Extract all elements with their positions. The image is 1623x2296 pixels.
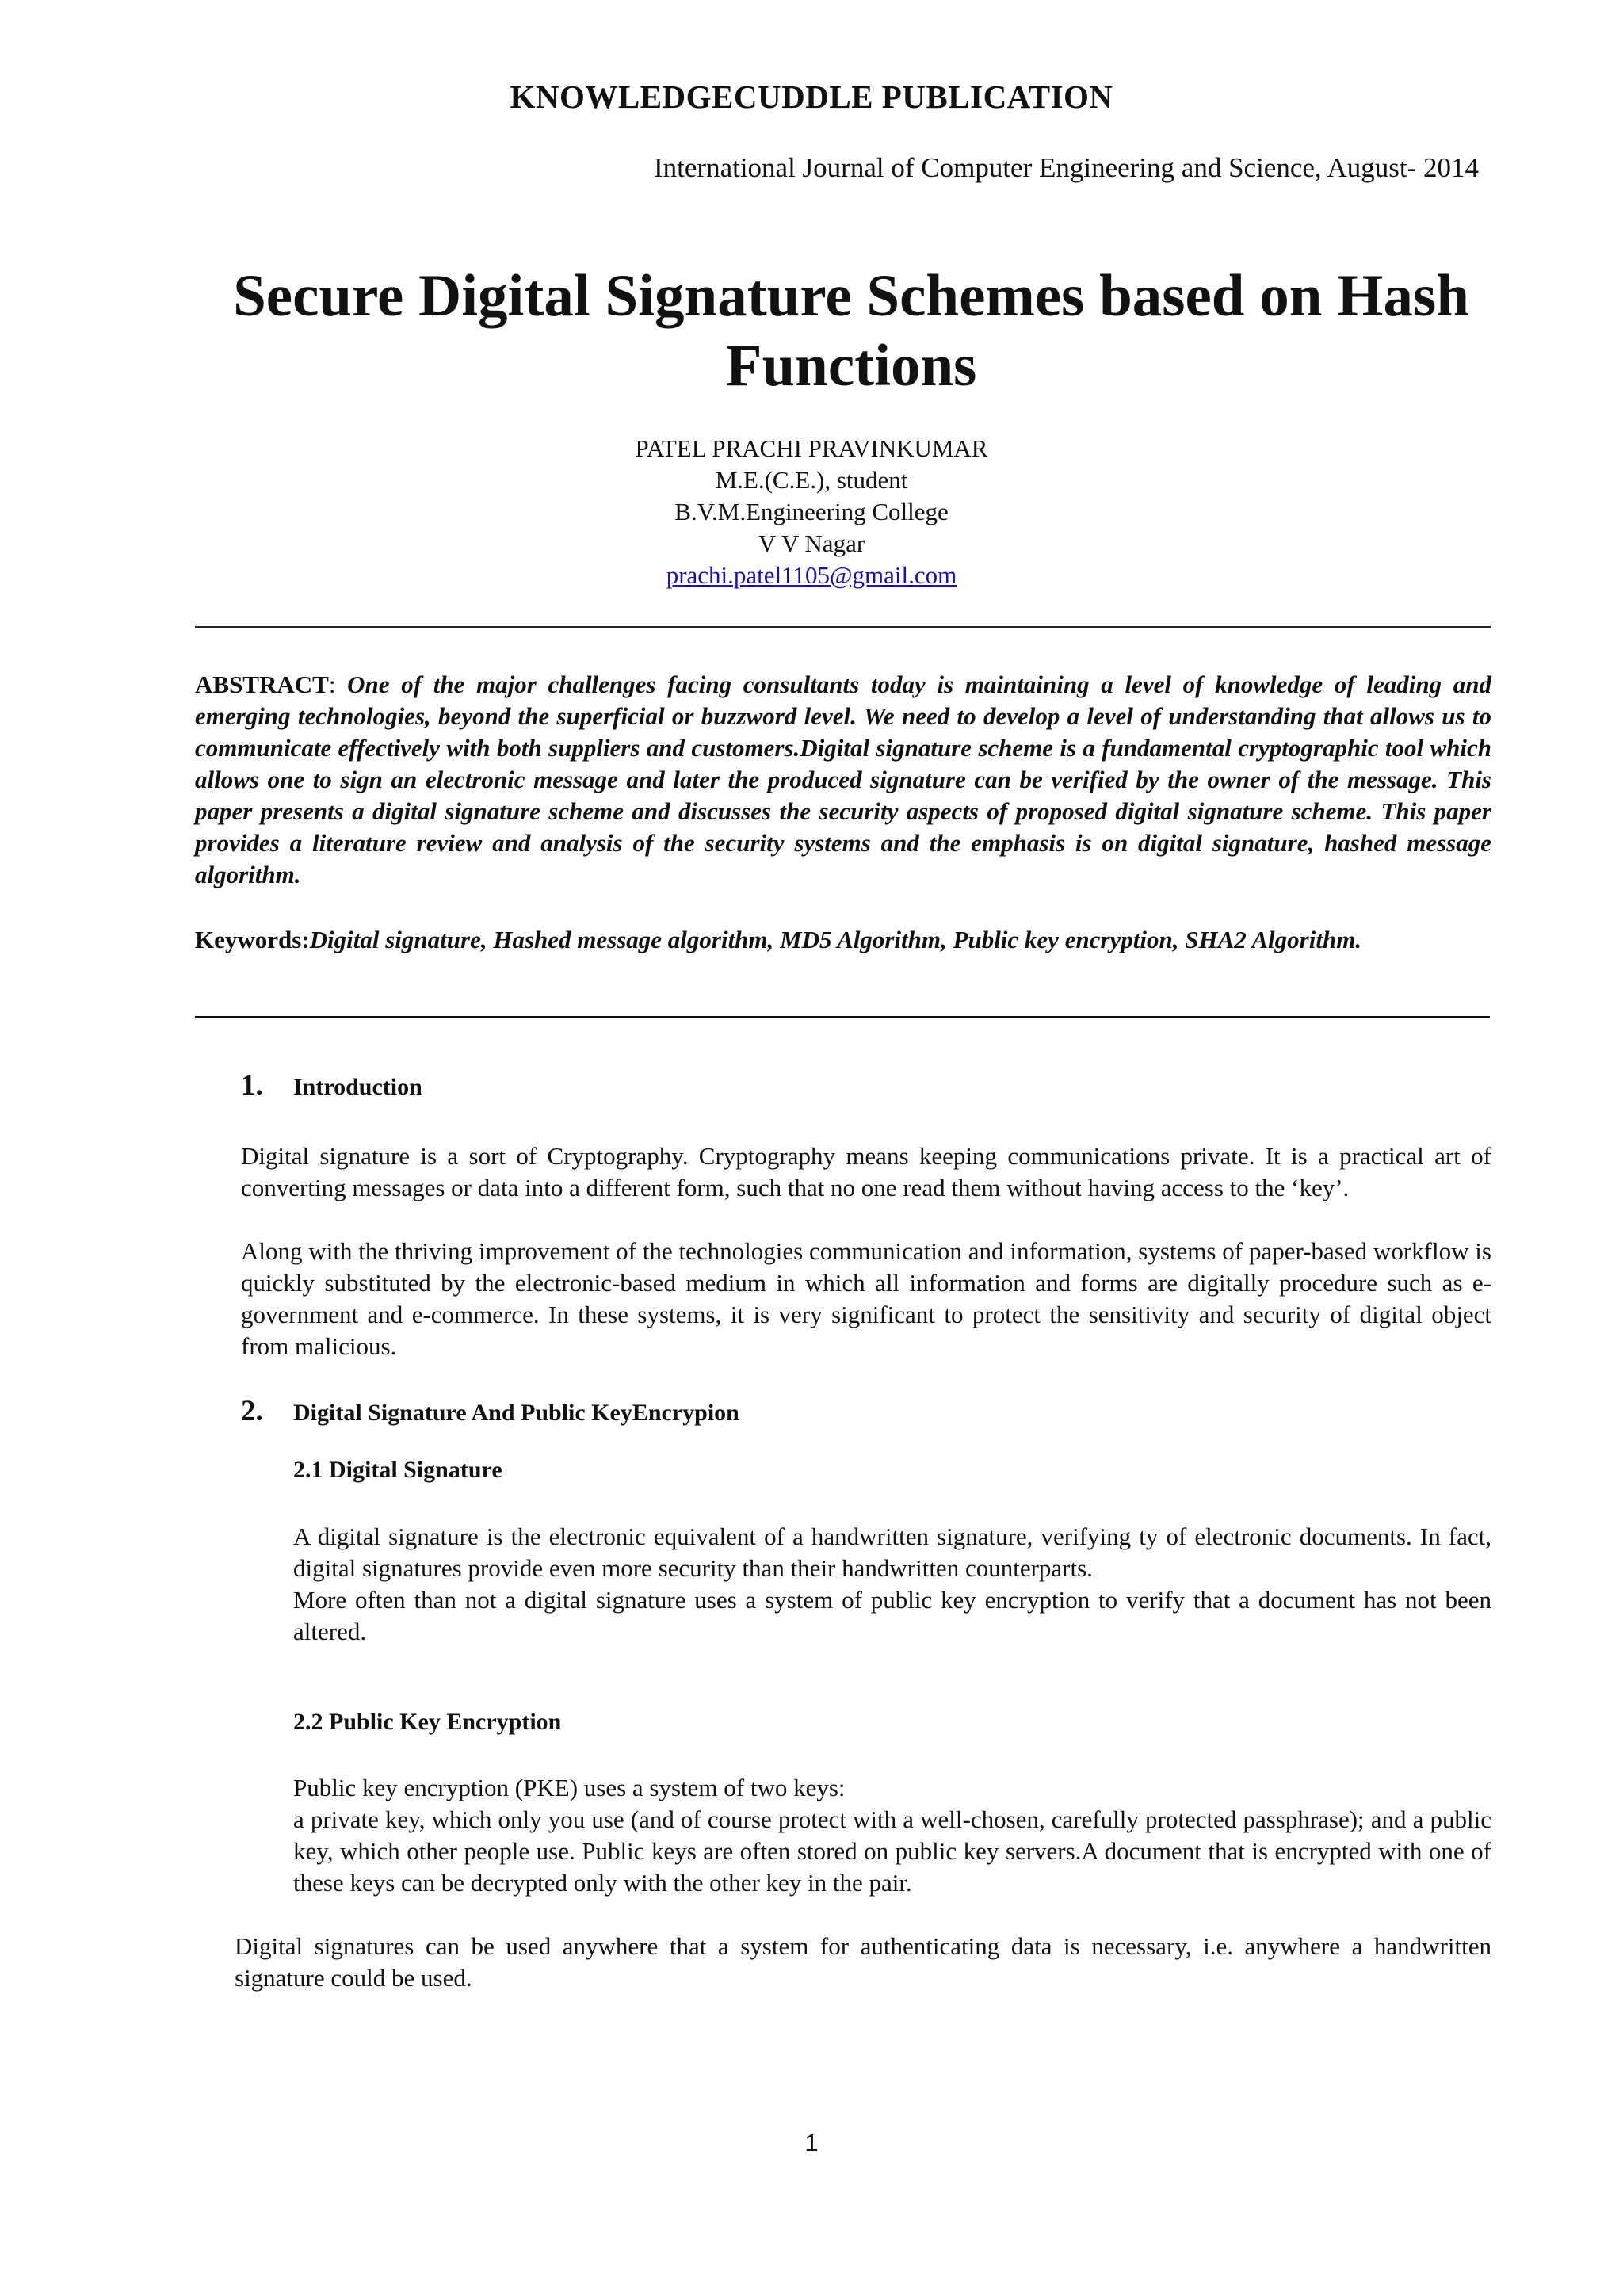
pke-paragraph-1: Public key encryption (PKE) uses a system of two keys:: [293, 1774, 846, 1801]
digital-signature-paragraph-2: More often than not a digital signature uses a system of public key encryption to verify that a document has not been altered.: [293, 1586, 1491, 1645]
author-block: [0, 433, 1623, 591]
page-number: 1: [804, 2129, 819, 2157]
author-city: V V Nagar: [758, 529, 865, 557]
keywords-label: Keywords:: [195, 926, 310, 953]
abstract-label: ABSTRACT: [195, 670, 329, 698]
section-heading-digital-signature-pke: [241, 1394, 739, 1428]
pke-paragraph-2: a private key, which only you use (and of course protect with a well-chosen, carefully protected passphrase); and a public key, which other people use. Public keys are often stored on public key servers.A document that is encrypted with one of these keys can be decrypted only with the other key in the pair.: [293, 1805, 1491, 1897]
subsection-heading-digital-signature: 2.1 Digital Signature: [293, 1457, 502, 1483]
keywords-text: Digital signature, Hashed message algorithm, MD5 Algorithm, Public key encryption, SHA2 Algorithm.: [309, 926, 1362, 953]
subsection-heading-public-key-encryption: 2.2 Public Key Encryption: [293, 1709, 562, 1735]
abstract: [195, 669, 1491, 891]
section-title: Introduction: [293, 1074, 422, 1100]
paper-title-line-1: Secure Digital Signature Schemes based on Hash: [233, 263, 1469, 329]
intro-paragraph-2: Along with the thriving improvement of the technologies communication and information, systems of paper-based workflow is quickly substituted by the electronic-based medium in which all information and forms are digitally procedure such as e-government and e-commerce. In these systems, it is very significant to protect the sensitivity and security of digital object from malicious.: [241, 1237, 1491, 1360]
closing-paragraph: Digital signatures can be used anywhere that a system for authenticating data is necessary, i.e. anywhere a handwritten signature could be used.: [235, 1932, 1491, 1992]
section-heading-introduction: [241, 1068, 422, 1102]
divider-bottom: [195, 1016, 1490, 1018]
author-email-link[interactable]: prachi.patel1105@gmail.com: [666, 561, 957, 589]
abstract-text: One of the major challenges facing consultants today is maintaining a level of knowledge of leading and emerging technologies, beyond the superficial or buzzword level. We need to develop a level of understanding that allows us to communicate effectively with both suppliers and customers.Digital signature scheme is a fundamental cryptographic tool which allows one to sign an electronic message and later the produced signature can be verified by the owner of the message. This paper presents a digital signature scheme and discusses the security aspects of proposed digital signature scheme. This paper provides a literature review and analysis of the security systems and the emphasis is on digital signature, hashed message algorithm.: [195, 670, 1491, 888]
divider-top: [195, 626, 1491, 628]
section-number: 2.: [241, 1395, 263, 1427]
section-title: Digital Signature And Public KeyEncrypion: [293, 1400, 739, 1426]
intro-paragraph-1: Digital signature is a sort of Cryptography. Cryptography means keeping communications private. It is a practical art of converting messages or data into a different form, such that no one read them without having access to the ‘key’.: [241, 1142, 1491, 1201]
author-name: PATEL PRACHI PRAVINKUMAR: [635, 434, 988, 462]
keywords: [195, 924, 1491, 956]
abstract-separator: :: [328, 670, 348, 698]
author-college: B.V.M.Engineering College: [674, 498, 949, 525]
publisher-name: KNOWLEDGECUDDLE PUBLICATION: [510, 78, 1113, 115]
journal-info: International Journal of Computer Engineering and Science, August- 2014: [654, 152, 1479, 183]
author-degree: M.E.(C.E.), student: [715, 466, 908, 494]
section-number: 1.: [241, 1069, 263, 1102]
digital-signature-paragraph-1: A digital signature is the electronic equivalent of a handwritten signature, verifying ty of electronic documents. In fact, digital signatures provide even more security than their handwritten counterparts.: [293, 1522, 1491, 1582]
paper-title-line-2: Functions: [725, 333, 977, 399]
paper-title: [119, 262, 1583, 401]
